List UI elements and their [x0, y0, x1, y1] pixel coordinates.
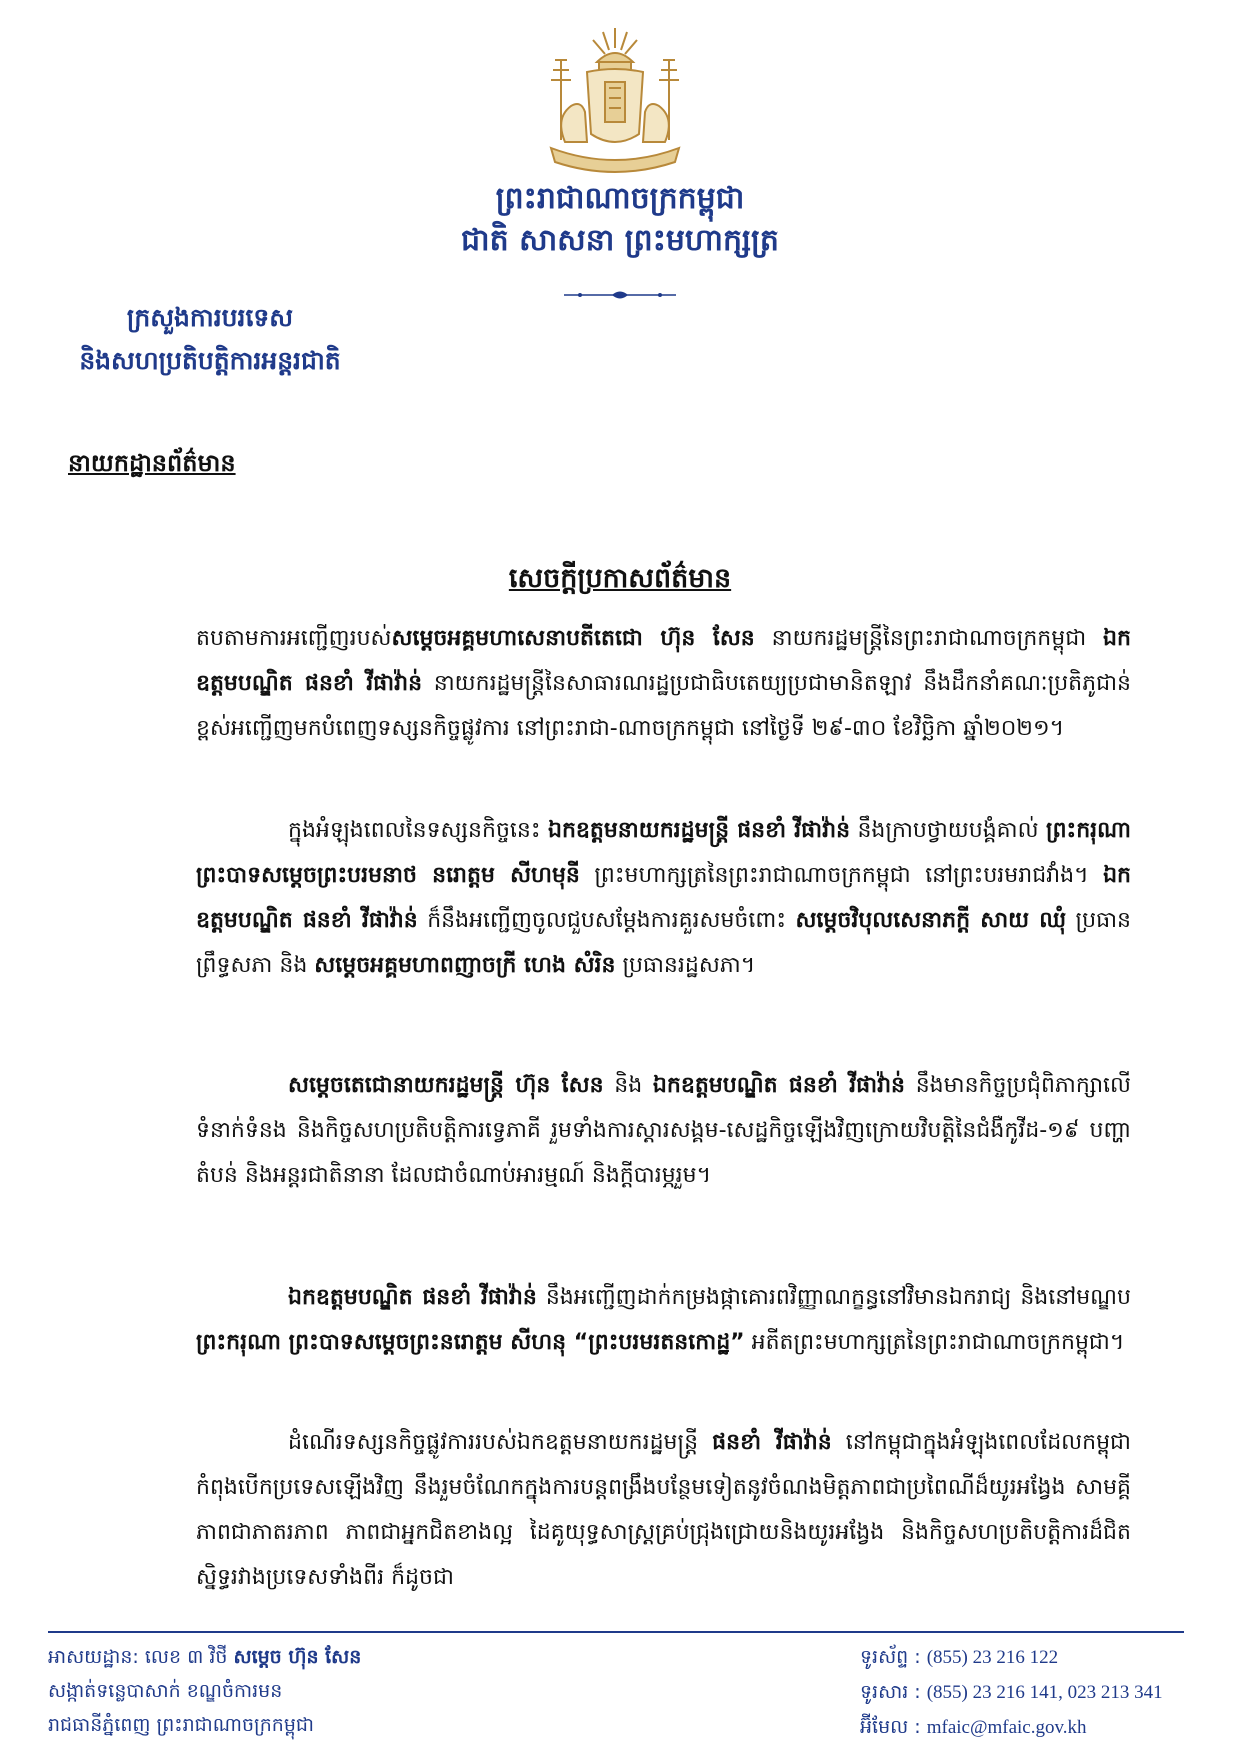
- address-line-3: រាជធានីភ្នំពេញ ព្រះរាជាណាចក្រកម្ពុជា: [48, 1714, 314, 1736]
- national-motto: ជាតិ សាសនា ព្រះមហាក្សត្រ: [461, 223, 779, 258]
- footer-contact: [860, 1640, 1190, 1745]
- email-row: [860, 1710, 1190, 1745]
- p2-text-2: នឹងក្រាបថ្វាយបង្គំគាល់: [850, 818, 1047, 843]
- p1-bold-1: សម្តេចអគ្គមហាសេនាបតីតេជោ ហ៊ុន សែន: [391, 626, 755, 651]
- email-link[interactable]: mfaic@mfaic.gov.kh: [926, 1717, 1087, 1738]
- paragraph-5: [196, 1420, 1131, 1600]
- p4-text-2: អតីតព្រះមហាក្សត្រនៃព្រះរាជាណាចក្រកម្ពុជា។: [744, 1330, 1125, 1355]
- document-title: សេចក្តីប្រកាសព័ត៌មាន: [508, 563, 732, 594]
- p5-text-2: នៅកម្ពុជាក្នុងអំឡុងពេលដែលកម្ពុជាកំពុងបើកប្រទេសឡើងវិញ នឹងរួមចំណែកក្នុងការបន្តពង្រឹងបន្ថែមទៀតនូវចំណងមិត្តភាពជាប្រពៃណីដ៏យូរអង្វែង សាមគ្គីភាពជាភាតរភាព ភាពជាអ្នកជិតខាងល្អ ដៃគូយុទ្ធសាស្ត្រគ្រប់ជ្រុងជ្រោយនិងយូរអង្វែង និងកិច្ចសហប្រតិបត្តិការដ៏ជិតស្និទ្ធរវាងប្រទេសទាំងពីរ ក៏ដូចជា: [196, 1430, 1131, 1590]
- department-name: នាយកដ្ឋានព័ត៌មាន: [68, 449, 236, 477]
- address-label: អាសយដ្ឋាន: លេខ ៣ វិថី: [48, 1646, 234, 1668]
- p1-text-3: នាយករដ្ឋមន្ត្រីនៃសាធារណរដ្ឋប្រជាធិបតេយ្យប្រជាមានិតឡាវ នឹងដឹកនាំគណៈប្រតិភូជាន់ខ្ពស់អញ្ជើញមកបំពេញទស្សនកិច្ចផ្លូវការ នៅព្រះរាជា-ណាចក្រកម្ពុជា នៅថ្ងៃទី ២៩-៣០ ខែវិច្ឆិកា ឆ្នាំ២០២១។: [196, 671, 1131, 741]
- p3-bold-1: សម្តេចតេជោនាយករដ្ឋមន្ត្រី ហ៊ុន សែន: [288, 1073, 604, 1098]
- p3-text-1: និង: [603, 1073, 653, 1098]
- p2-text-4: ក៏នឹងអញ្ជើញចូលជួបសម្តែងការគួរសមចំពោះ: [417, 908, 796, 933]
- address-line-2: សង្កាត់ទន្លេបាសាក់ ខណ្ឌចំការមន: [48, 1680, 283, 1702]
- p3-bold-2: ឯកឧត្តមបណ្ឌិត ផនខាំ វីផាវ៉ាន់: [652, 1073, 906, 1098]
- fax-row: [860, 1675, 1190, 1710]
- fax-number: (855) 23 216 141, 023 213 341: [926, 1682, 1163, 1703]
- address-line-1: [48, 1640, 748, 1674]
- fax-label: ទូរសារ :: [860, 1681, 927, 1703]
- p4-bold-1: ឯកឧត្តមបណ្ឌិត ផនខាំ វីផាវ៉ាន់: [288, 1285, 537, 1310]
- p2-text-6: ប្រធានរដ្ឋសភា។: [615, 953, 756, 978]
- p1-bold-2: ឯកឧត្តមបណ្ឌិត ផនខាំ វីផាវ៉ាន់: [196, 626, 1131, 696]
- p2-bold-4: សម្តេចវិបុលសេនាភក្តី សាយ ឈុំ: [795, 908, 1067, 933]
- p5-bold-1: ផនខាំ វីផាវ៉ាន់: [712, 1430, 832, 1455]
- phone-label: ទូរស័ព្ទ :: [860, 1646, 927, 1668]
- p2-bold-2: ព្រះករុណា ព្រះបាទសម្តេចព្រះបរមនាថ នរោត្តម សីហមុនី: [196, 818, 1131, 888]
- footer-divider: [48, 1631, 1184, 1633]
- paragraph-3: [196, 1063, 1131, 1198]
- kingdom-name: ព្រះរាជាណាចក្រកម្ពុជា: [495, 181, 745, 216]
- p2-bold-1: ឯកឧត្តមនាយករដ្ឋមន្ត្រី ផនខាំ វីផាវ៉ាន់: [547, 818, 851, 843]
- ornament-divider-icon: [560, 288, 680, 302]
- ministry-name-line1: ក្រសួងការបរទេស: [126, 303, 294, 332]
- p1-text-1: តបតាមការអញ្ជើញរបស់: [196, 626, 392, 651]
- p5-text-1: ដំណើរទស្សនកិច្ចផ្លូវការរបស់ឯកឧត្តមនាយករដ្ឋមន្ត្រី: [288, 1430, 713, 1455]
- phone-row: [860, 1640, 1190, 1675]
- royal-coat-of-arms-emblem: [525, 22, 705, 182]
- p4-bold-2: ព្រះករុណា ព្រះបាទសម្តេចព្រះនរោត្តម សីហនុ “ព្រះបរមរតនកោដ្ឋ”: [196, 1330, 745, 1355]
- p2-bold-3: ឯកឧត្តមបណ្ឌិត ផនខាំ វីផាវ៉ាន់: [196, 863, 1131, 933]
- p2-text-1: ក្នុងអំឡុងពេលនៃទស្សនកិច្ចនេះ: [288, 818, 548, 843]
- p3-text-2: នឹងមានកិច្ចប្រជុំពិភាក្សាលើទំនាក់ទំនង និងកិច្ចសហប្រតិបត្តិការទ្វេភាគី រួមទាំងការស្តារសង្គម-សេដ្ឋកិច្ចឡើងវិញក្រោយវិបត្តិនៃជំងឺកូវីដ-១៩ បញ្ហាតំបន់ និងអន្តរជាតិនានា ដែលជាចំណាប់អារម្មណ៍ និងក្តីបារម្ភរួម។: [196, 1073, 1131, 1188]
- p2-text-5: ប្រធានព្រឹទ្ធសភា និង: [196, 908, 1131, 978]
- ministry-name-line2: និងសហប្រតិបត្តិការអន្តរជាតិ: [79, 346, 341, 375]
- p2-text-3: ព្រះមហាក្សត្រនៃព្រះរាជាណាចក្រកម្ពុជា នៅព្រះបរមរាជវាំង។: [579, 863, 1104, 888]
- p4-text-1: នឹងអញ្ជើញដាក់កម្រងផ្កាគោរពវិញ្ញាណក្ខន្ធនៅវិមានឯករាជ្យ និងនៅមណ្ឌប: [536, 1285, 1131, 1310]
- paragraph-4: [196, 1275, 1131, 1365]
- p1-text-2: នាយករដ្ឋមន្ត្រីនៃព្រះរាជាណាចក្រកម្ពុជា: [754, 626, 1104, 651]
- footer-address: [48, 1640, 748, 1742]
- phone-number: (855) 23 216 122: [926, 1647, 1059, 1668]
- address-street-name: សម្តេច ហ៊ុន សែន: [233, 1646, 362, 1668]
- p2-bold-5: សម្តេចអគ្គមហាពញាចក្រី ហេង សំរិន: [314, 953, 616, 978]
- paragraph-2: [196, 808, 1131, 988]
- paragraph-1: [196, 616, 1131, 751]
- email-label: អ៊ីមែល :: [860, 1716, 927, 1738]
